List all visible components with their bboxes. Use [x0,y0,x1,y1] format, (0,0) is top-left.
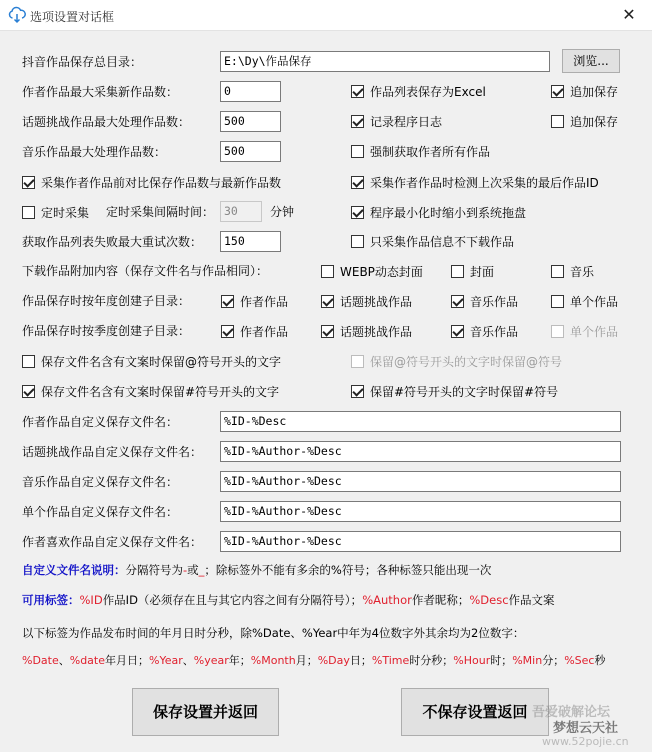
checkbox-label: 作者作品 [240,325,289,339]
quarter-author-checkbox[interactable] [221,323,288,340]
help-line-2 [22,592,555,608]
checkbox-label: 采集作者作品时检测上次采集的最后作品ID [370,176,599,190]
cloud-download-icon [8,6,26,24]
time-tag: %Day [317,654,350,667]
time-tag-desc: 月； [295,654,318,667]
keep-hash-symbol-checkbox[interactable] [351,383,558,400]
single-filename-input[interactable]: %ID-%Author-%Desc [220,501,621,522]
time-tag: %Month [250,654,296,667]
time-tag-desc: 年； [228,654,251,667]
checkbox-label: 音乐作品 [470,295,519,309]
title-bar [0,0,652,31]
checkbox-box[interactable] [321,325,334,338]
compare-checkbox[interactable] [22,174,281,191]
checkbox-box[interactable] [451,265,464,278]
music-max-label: 音乐作品最大处理作品数： [22,145,167,159]
help-line-1 [22,562,491,578]
keep-at-symbol-checkbox[interactable] [351,353,562,370]
time-tag-desc: 时； [490,654,513,667]
time-tag: %Year [149,654,183,667]
checkbox-label: 只采集作品信息不下载作品 [370,235,515,249]
year-topic-checkbox[interactable] [321,293,412,310]
keep-at-checkbox[interactable] [22,353,281,370]
time-tag-desc: 分； [542,654,565,667]
checkbox-label: 作品列表保存为Excel [370,85,486,99]
checkbox-box[interactable] [351,355,364,368]
time-tag: %Min [512,654,543,667]
year-single-checkbox[interactable] [551,293,618,310]
checkbox-box[interactable] [351,85,364,98]
checkbox-label: 程序最小化时缩小到系统拖盘 [370,206,527,220]
help-underscore: _ [198,563,205,577]
checkbox-label: 保留@符号开头的文字时保留@符号 [370,355,563,369]
tag: %Desc [469,593,509,607]
checkbox-box[interactable] [351,385,364,398]
checkbox-label: 追加保存 [570,85,619,99]
checkbox-box[interactable] [351,115,364,128]
quarter-single-checkbox[interactable] [551,323,618,340]
music-filename-label: 音乐作品自定义保存文件名： [22,475,179,489]
timer-checkbox[interactable] [22,204,89,221]
max-new-input[interactable]: 0 [220,81,281,102]
help-title: 自定义文件名说明： [22,563,126,577]
timer-interval-label: 定时采集间隔时间： [106,205,215,219]
quarter-music-checkbox[interactable] [451,323,518,340]
quarter-dir-label: 作品保存时按季度创建子目录： [22,324,191,338]
time-tag: %Date [22,654,59,667]
checkbox-label: 单个作品 [570,295,619,309]
excel-checkbox[interactable] [351,83,486,100]
info-only-checkbox[interactable] [351,233,514,250]
checkbox-label: 单个作品 [570,325,619,339]
checkbox-box[interactable] [321,295,334,308]
retry-input[interactable]: 150 [220,231,281,252]
time-tag-desc: 、 [182,654,194,667]
time-tag: %Sec [564,654,595,667]
checkbox-box[interactable] [551,265,564,278]
append-excel-checkbox[interactable] [551,83,618,100]
checkbox-label: 保存文件名含有文案时保留@符号开头的文字 [41,355,282,369]
attach-label: 下载作品附加内容（保存文件名与作品相同）： [22,264,269,278]
time-tag: %Hour [453,654,491,667]
timer-unit-label: 分钟 [270,205,295,219]
checkbox-box[interactable] [22,385,35,398]
checkbox-box[interactable] [551,85,564,98]
checkbox-label: 作者作品 [240,295,289,309]
force-all-checkbox[interactable] [351,143,490,160]
music-filename-input[interactable]: %ID-%Author-%Desc [220,471,621,492]
window-title: 选项设置对话框 [30,10,115,24]
keep-hash-checkbox[interactable] [22,383,279,400]
music-max-input[interactable]: 500 [220,141,281,162]
checkbox-box[interactable] [451,325,464,338]
checkbox-label: 采集作者作品前对比保存作品数与最新作品数 [41,176,282,190]
checkbox-box[interactable] [351,206,364,219]
author-filename-input[interactable]: %ID-%Desc [220,411,621,432]
save-dir-input[interactable]: E:\Dy\作品保存 [220,51,550,72]
save-return-button[interactable]: 保存设置并返回 [132,688,279,736]
max-new-label: 作者作品最大采集新作品数： [22,85,179,99]
cover-checkbox[interactable] [451,263,494,280]
help-text: 或 [187,563,199,577]
tag-desc: 作品文案 [508,593,555,607]
time-tag-desc: 年月日； [105,654,150,667]
checkbox-box[interactable] [351,145,364,158]
checkbox-box[interactable] [351,176,364,189]
year-author-checkbox[interactable] [221,293,288,310]
year-dir-label: 作品保存时按年度创建子目录： [22,294,191,308]
save-dir-label: 抖音作品保存总目录： [22,55,143,69]
checkbox-label: 保留#符号开头的文字时保留#符号 [370,385,559,399]
checkbox-box[interactable] [351,235,364,248]
checkbox-label: 音乐 [570,265,595,279]
browse-button[interactable]: 浏览... [562,49,620,73]
checkbox-box[interactable] [221,295,234,308]
watermark-forum: 吾爱破解论坛 [532,705,611,720]
author-filename-label: 作者作品自定义保存文件名： [22,415,179,429]
checkbox-box[interactable] [451,295,464,308]
checkbox-box[interactable] [221,325,234,338]
detect-last-checkbox[interactable] [351,174,599,191]
checkbox-box[interactable] [22,206,35,219]
time-tag-desc: 、 [58,654,70,667]
watermark-brand: 梦想云天社 [553,721,619,736]
topic-filename-input[interactable]: %ID-%Author-%Desc [220,441,621,462]
checkbox-box[interactable] [551,325,564,338]
watermark-url: www.52pojie.cn [542,735,629,748]
like-filename-input[interactable]: %ID-%Author-%Desc [220,531,621,552]
checkbox-box[interactable] [22,176,35,189]
tag-desc: 作者昵称； [411,593,470,607]
close-icon[interactable]: ✕ [622,5,636,24]
tag: %ID [79,593,103,607]
tray-checkbox[interactable] [351,204,526,221]
checkbox-label: 定时采集 [41,206,90,220]
topic-max-input[interactable]: 500 [220,111,281,132]
timer-interval-input[interactable]: 30 [220,201,262,222]
checkbox-label: 追加保存 [570,115,619,129]
music-checkbox[interactable] [551,263,594,280]
webp-checkbox[interactable] [321,263,423,280]
nosave-return-button[interactable]: 不保存设置返回 [401,688,549,736]
checkbox-box[interactable] [551,115,564,128]
retry-label: 获取作品列表失败最大重试次数： [22,235,203,249]
checkbox-label: 保存文件名含有文案时保留#符号开头的文字 [41,385,280,399]
help-line-4 [22,653,605,669]
time-tag-desc: 秒 [594,654,606,667]
checkbox-label: 音乐作品 [470,325,519,339]
checkbox-box[interactable] [22,355,35,368]
help-text: ；除标签外不能有多余的%符号；各种标签只能出现一次 [204,563,492,577]
help-dash: - [183,563,188,577]
time-tag: %year [193,654,229,667]
single-filename-label: 单个作品自定义保存文件名： [22,505,179,519]
tag: %Author [362,593,412,607]
checkbox-label: 话题挑战作品 [340,295,413,309]
log-checkbox[interactable] [351,113,442,130]
checkbox-label: 记录程序日志 [370,115,443,129]
checkbox-label: 强制获取作者所有作品 [370,145,491,159]
quarter-topic-checkbox[interactable] [321,323,412,340]
help-line-3: 以下标签为作品发布时间的年月日时分秒，除%Date、%Year中年为4位数字外其余均为2位数字： [22,626,525,640]
like-filename-label: 作者喜欢作品自定义保存文件名： [22,535,203,549]
append-log-checkbox[interactable] [551,113,618,130]
help-text: 分隔符号为 [125,563,183,577]
checkbox-box[interactable] [321,265,334,278]
checkbox-label: 封面 [470,265,495,279]
time-tag: %date [69,654,106,667]
tag-desc: 作品ID（必须存在且与其它内容之间有分隔符号）； [102,593,363,607]
topic-max-label: 话题挑战作品最大处理作品数： [22,115,191,129]
checkbox-label: 话题挑战作品 [340,325,413,339]
time-tag-desc: 时分秒； [409,654,454,667]
tags-title: 可用标签： [22,593,80,607]
time-tag: %Time [371,654,410,667]
time-tag-desc: 日； [349,654,372,667]
year-music-checkbox[interactable] [451,293,518,310]
checkbox-box[interactable] [551,295,564,308]
checkbox-label: WEBP动态封面 [340,265,423,279]
topic-filename-label: 话题挑战作品自定义保存文件名： [22,445,203,459]
